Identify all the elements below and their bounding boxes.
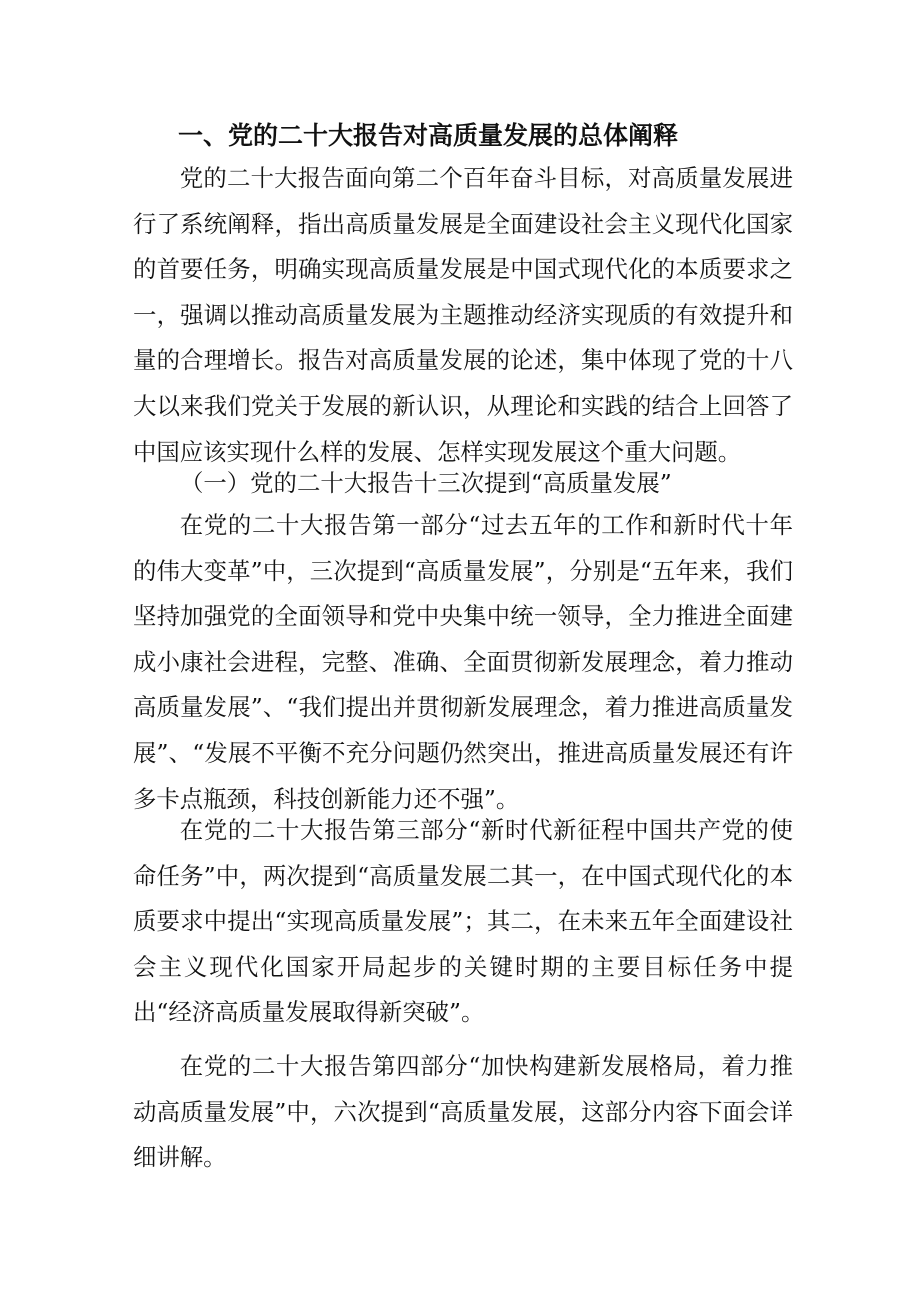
paragraph-part-one: 在党的二十大报告第一部分“过去五年的工作和新时代十年的伟大变革”中，三次提到“高质量发展”，分别是“五年来，我们坚持加强党的全面领导和党中央集中统一领导，全力推进全面建成小康社会进程，完整、准确、全面贯彻新发展理念，着力推动高质量发展”、“我们提出并贯彻新发展理念，着力推进高质量发展”、“发展不平衡不充分问题仍然突出，推进高质量发展还有许多卡点瓶颈，科技创新能力还不强”。 xyxy=(133,511,793,813)
paragraph-intro: 党的二十大报告面向第二个百年奋斗目标，对高质量发展进行了系统阐释，指出高质量发展是全面建设社会主义现代化国家的首要任务，明确实现高质量发展是中国式现代化的本质要求之一，强调以推动高质量发展为主题推动经济实现质的有效提升和量的合理增长。报告对高质量发展的论述，集中体现了党的十八大以来我们党关于发展的新认识，从理论和实践的结合上回答了中国应该实现什么样的发展、怎样实现发展这个重大问题。 xyxy=(133,164,793,466)
paragraph-part-four: 在党的二十大报告第四部分“加快构建新发展格局，着力推动高质量发展”中，六次提到“高质量发展，这部分内容下面会详细讲解。 xyxy=(133,1052,793,1172)
subsection-heading: （一）党的二十大报告十三次提到“高质量发展” xyxy=(180,469,672,497)
paragraph-part-three: 在党的二十大报告第三部分“新时代新征程中国共产党的使命任务”中，两次提到“高质量发展二其一，在中国式现代化的本质要求中提出“实现高质量发展”；其二，在未来五年全面建设社会主义现代化国家开局起步的关键时期的主要目标任务中提出“经济高质量发展取得新突破”。 xyxy=(133,816,793,1027)
section-heading: 一、党的二十大报告对高质量发展的总体阐释 xyxy=(178,121,679,150)
